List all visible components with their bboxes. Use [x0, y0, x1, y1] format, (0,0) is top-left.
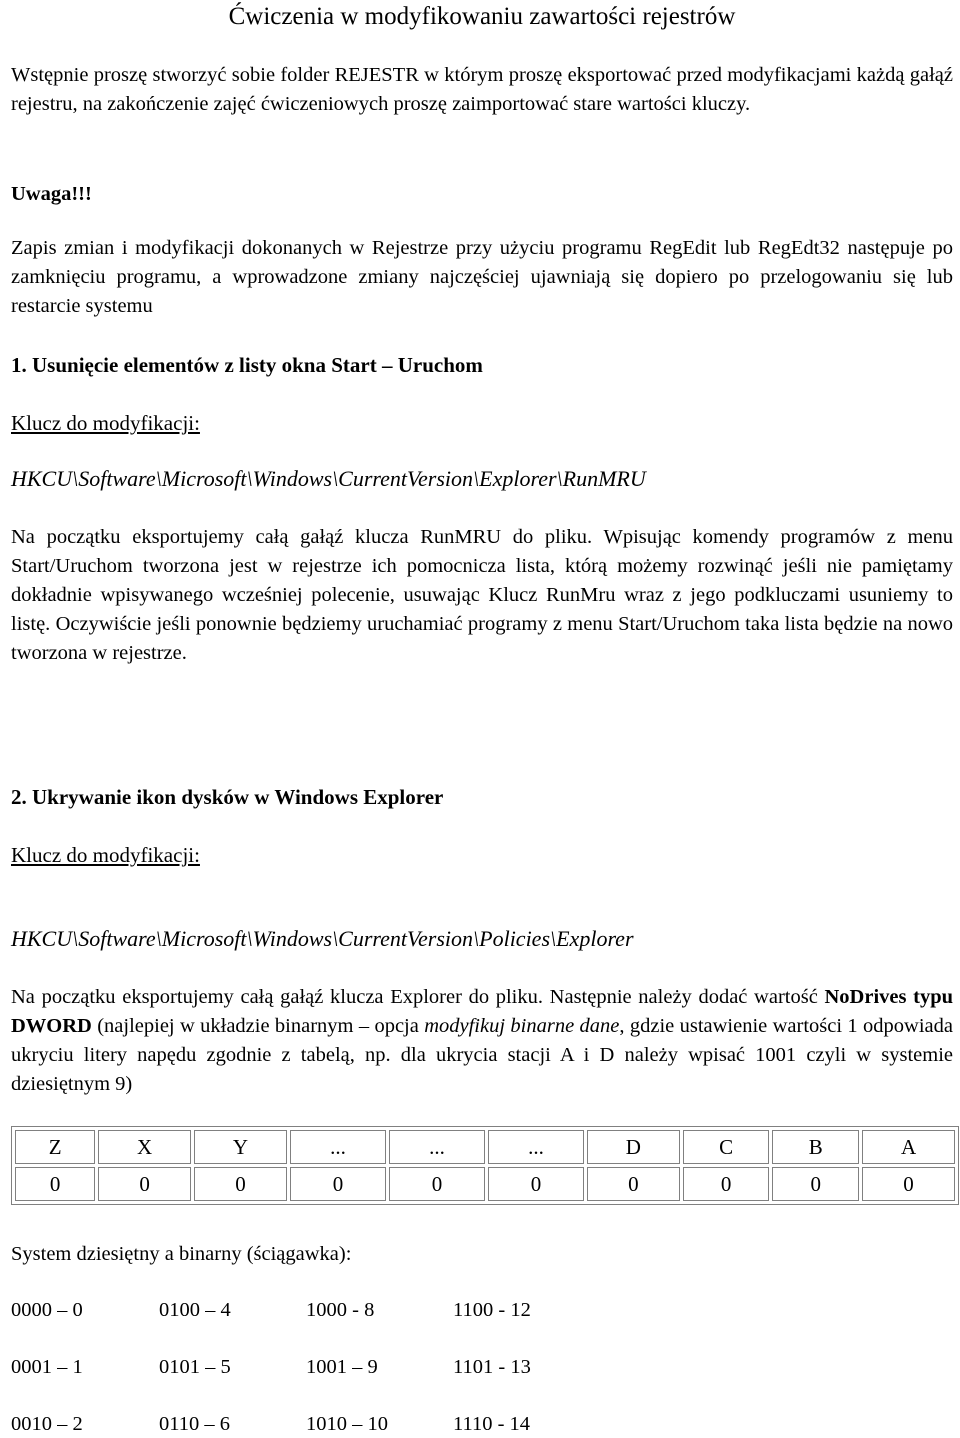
- table-cell: X: [98, 1130, 191, 1164]
- table-cell: Z: [15, 1130, 95, 1164]
- cheatsheet-entry: 1010 – 10: [306, 1413, 388, 1435]
- section2-body-bold: NoDrives typu DWORD: [11, 986, 954, 1037]
- drive-values-row: [15, 1167, 955, 1201]
- table-cell: B: [772, 1130, 859, 1164]
- drive-bits-table: [11, 1126, 959, 1205]
- table-cell: 0: [98, 1167, 191, 1201]
- cheatsheet-entry: 0100 – 4: [159, 1299, 231, 1321]
- table-cell: ...: [488, 1130, 584, 1164]
- cheatsheet-entry: 1110 - 14: [453, 1413, 531, 1435]
- table-cell: 0: [772, 1167, 859, 1201]
- section1-body: Na początku eksportujemy całą gałąź klucza RunMRU do pliku. Wpisując komendy programów z menu Start/Uruchom tworzona jest w rejestrze ich pomocnicza lista, którą możemy rozwinąć jeśli nie pamiętamy dokładnie wpisywanego wcześniej polecenie, usuwając Klucz RunMru wraz z jego podkluczami usuniemy to listę. Oczywiście jeśli ponownie będziemy uruchamiać programy z menu Start/Uruchom taka lista będzie na nowo tworzona w rejestrze.: [11, 526, 953, 664]
- table-cell: 0: [488, 1167, 584, 1201]
- table-cell: 0: [389, 1167, 485, 1201]
- drive-letters-row: [15, 1130, 955, 1164]
- table-cell: 0: [290, 1167, 386, 1201]
- table-cell: D: [587, 1130, 680, 1164]
- section2-key-path: HKCU\Software\Microsoft\Windows\CurrentVersion\Policies\Explorer: [11, 926, 634, 951]
- section2-body-part1: Na początku eksportujemy całą gałąź klucza Explorer do pliku. Następnie należy dodać wartość: [11, 986, 825, 1008]
- warning-label: Uwaga!!!: [11, 183, 92, 205]
- table-cell: 0: [587, 1167, 680, 1201]
- section2-body-part2: (najlepiej w układzie binarnym – opcja: [91, 1015, 425, 1037]
- cheatsheet-entry: 1001 – 9: [306, 1356, 378, 1378]
- table-cell: Y: [194, 1130, 287, 1164]
- table-cell: 0: [683, 1167, 770, 1201]
- cheatsheet-entry: 0001 – 1: [11, 1356, 83, 1378]
- table-cell: 0: [194, 1167, 287, 1201]
- cheatsheet-entry: 0010 – 2: [11, 1413, 83, 1435]
- table-cell: 0: [862, 1167, 955, 1201]
- table-cell: A: [862, 1130, 955, 1164]
- cheatsheet-entry: 0110 – 6: [159, 1413, 230, 1435]
- cheatsheet-entry: 1101 - 13: [453, 1356, 531, 1378]
- cheatsheet-title: System dziesiętny a binarny (ściągawka):: [11, 1243, 352, 1265]
- section1-key-label: Klucz do modyfikacji:: [11, 411, 200, 435]
- table-cell: C: [683, 1130, 770, 1164]
- warning-paragraph: Zapis zmian i modyfikacji dokonanych w Rejestrze przy użyciu programu RegEdit lub RegEdt32 następuje po zamknięciu programu, a wprowadzone zmiany najczęściej ujawniają się dopiero po przelogowaniu się lub restarcie systemu: [11, 237, 953, 317]
- section2-body-italic: modyfikuj binarne dane: [424, 1015, 620, 1037]
- table-cell: ...: [290, 1130, 386, 1164]
- section1-heading: 1. Usunięcie elementów z listy okna Start – Uruchom: [11, 353, 483, 377]
- section2-body: [11, 983, 953, 1099]
- cheatsheet-entry: 1000 - 8: [306, 1299, 375, 1321]
- section2-key-label: Klucz do modyfikacji:: [11, 843, 200, 867]
- section2-heading: 2. Ukrywanie ikon dysków w Windows Explorer: [11, 785, 444, 809]
- cheatsheet-entry: 1100 - 12: [453, 1299, 531, 1321]
- intro-paragraph: Wstępnie proszę stworzyć sobie folder REJESTR w którym proszę eksportować przed modyfikacjami każdą gałąź rejestru, na zakończenie zajęć ćwiczeniowych proszę zaimportować stare wartości kluczy.: [11, 64, 953, 115]
- page-title: Ćwiczenia w modyfikowaniu zawartości rejestrów: [228, 3, 736, 30]
- section1-key-path: HKCU\Software\Microsoft\Windows\CurrentVersion\Explorer\RunMRU: [11, 466, 646, 491]
- table-cell: 0: [15, 1167, 95, 1201]
- section2-body-part3: , gdzie ustawienie wartości 1 odpowiada ukryciu litery napędu zgodnie z tabelą, np. dla ukrycia stacji A i D należy wpisać 1001 czyli w systemie dziesiętnym 9): [11, 1015, 953, 1095]
- cheatsheet-entry: 0000 – 0: [11, 1299, 83, 1321]
- cheatsheet-entry: 0101 – 5: [159, 1356, 231, 1378]
- table-cell: ...: [389, 1130, 485, 1164]
